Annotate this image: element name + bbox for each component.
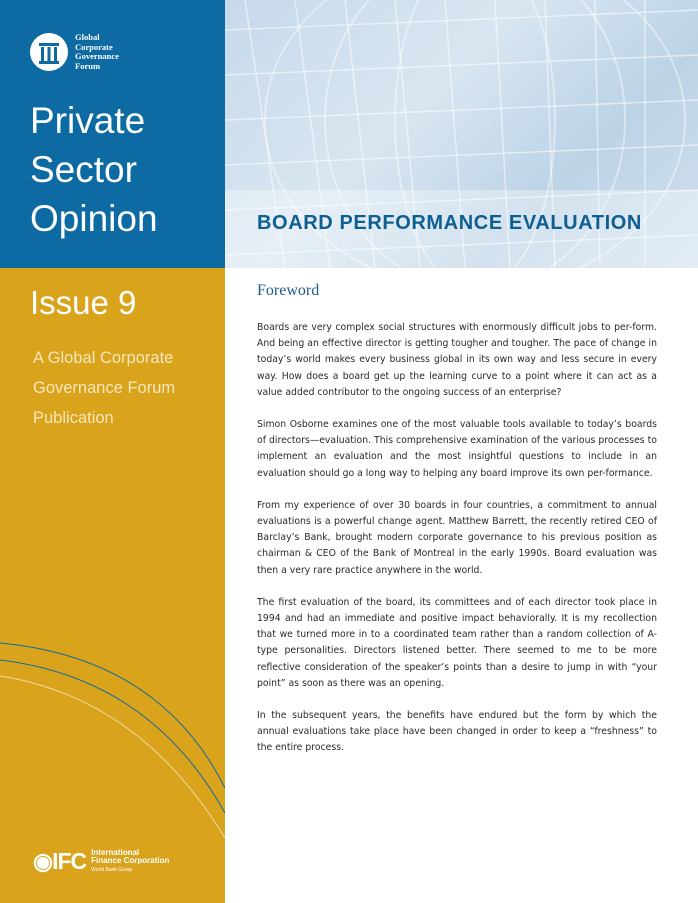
ifc-mark-text: IFC: [52, 848, 87, 874]
paragraph: Simon Osborne examines one of the most valuable tools available to today’s boards of directors—evaluation. This comprehensive examination of the various processes to implement an evaluation and the most insightful questions to include in an evaluation should go a long way to helping any board improve its own per-formance.: [257, 419, 657, 479]
paragraph: Boards are very complex social structures with enormously difficult jobs to per-form. And being an effective director is getting tougher and tougher. The pace of change in today’s world makes every business global in its own way and less secure in every way. How does a board get up the learning curve to a point where it can act as a value added contributor to the ongoing success of an enterprise?: [257, 322, 657, 398]
ifc-mark: [33, 848, 86, 875]
paragraph: The first evaluation of the board, its committees and of each director took place in 1994 and had an immediate and positive impact behaviorally. It is my recollection that we turned more in to a coordinated team rather than a random collection of A-type personalities. Directors listened better. There seemed to me to be more reflective consideration of the speaker’s points than a desire to jump in with “your point” as soon as there was an opening.: [257, 596, 657, 689]
ifc-logo: [33, 848, 169, 875]
logo-line: Forum: [75, 60, 101, 71]
subtitle-line: Publication: [33, 409, 114, 427]
logo-line: Global: [75, 32, 100, 42]
title-line: Sector: [30, 149, 137, 190]
pillar-icon: [30, 33, 68, 71]
ifc-group: World Bank Group: [91, 866, 133, 873]
ifc-name: [91, 849, 169, 875]
logo-line: Corporate: [75, 41, 113, 52]
title-panel: [0, 0, 225, 268]
publication-subtitle: [33, 343, 175, 433]
header-photo: [225, 0, 698, 268]
section-heading: Foreword: [257, 282, 320, 299]
page-title: BOARD PERFORMANCE EVALUATION: [257, 212, 642, 234]
foreword-body: [257, 320, 657, 773]
ifc-name-line: Finance Corporation: [91, 856, 170, 866]
logo-text: [75, 33, 119, 71]
paragraph: From my experience of over 30 boards in four countries, a commitment to annual evaluations is a powerful change agent. Matthew Barrett, the recently retired CEO of Barclay’s Bank, brought modern corporate governance to his previous position as chairman & CEO of the Bank of Montreal in the early 1990s. Board evaluation was then a very rare practice anywhere in the world.: [257, 499, 657, 576]
subtitle-line: A Global Corporate: [33, 349, 174, 367]
subtitle-line: Governance Forum: [33, 379, 176, 397]
globe-icon: ◉: [33, 848, 53, 874]
issue-number: Issue 9: [30, 284, 137, 321]
ifc-name-line: International: [91, 847, 140, 857]
title-line: Opinion: [30, 198, 158, 239]
title-line: Private: [30, 100, 146, 141]
logo-line: Governance: [75, 51, 119, 61]
publication-title: [30, 96, 158, 243]
paragraph: In the subsequent years, the benefits have endured but the form by which the annual evaluations take place have been changed in order to keep a “freshness” to the entire process.: [257, 710, 657, 754]
gcgf-logo: [30, 33, 119, 71]
